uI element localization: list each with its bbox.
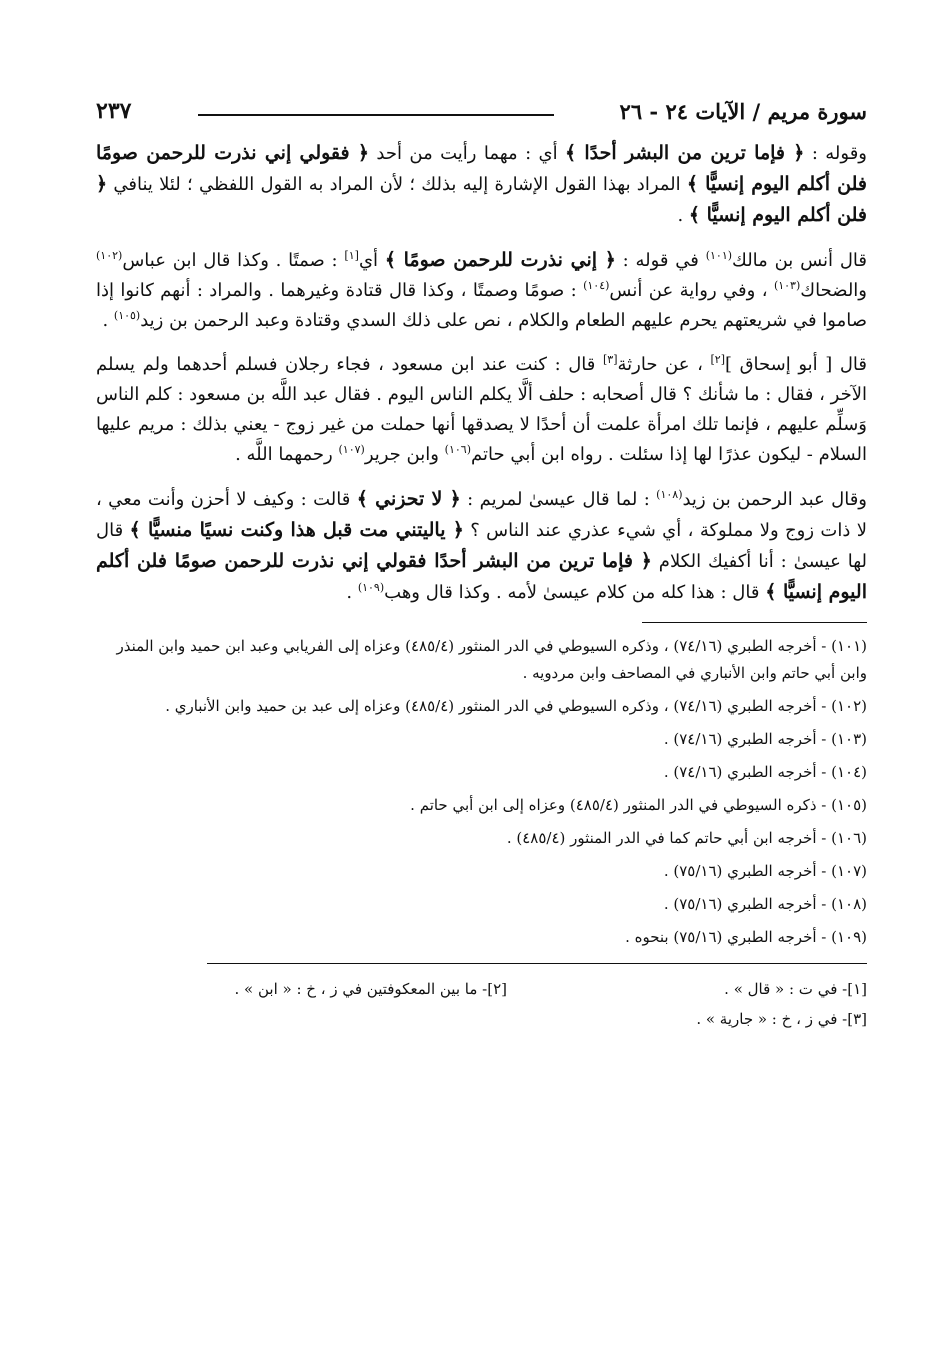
footnote-number: (١٠٧) xyxy=(831,862,867,880)
text-run: : صومًا وصمتًا ، وكذا قال قتادة وغيرهما . والمراد : أنهم كانوا إذا صاموا في شريعتهم يحرم عليهم الطعام والكلام ، نص على ذلك السدي وقتادة وعبد الرحمن بن زيد xyxy=(96,280,867,331)
text-run: في قوله : xyxy=(615,250,706,271)
footnote-rule xyxy=(642,622,867,623)
footnote-text: - أخرجه ابن أبي حاتم كما في الدر المنثور (٤٨٥/٤) . xyxy=(506,829,832,847)
note-reference: (١٠٣) xyxy=(773,279,801,292)
quran-verse: ﴿ فإما ترين من البشر أحدًا فقولي إني نذرت للرحمن صومًا فلن أكلم اليوم إنسيًّا ﴾ xyxy=(96,550,867,603)
text-run: وقوله : xyxy=(804,143,867,164)
editor-note-number: [١] xyxy=(847,980,867,998)
editor-notes-rule xyxy=(207,963,867,964)
footnote-number: (١٠٦) xyxy=(831,829,867,847)
note-reference: (١٠٧) xyxy=(338,443,365,456)
body-paragraph xyxy=(96,350,867,470)
footnote-number: (١٠٢) xyxy=(831,697,867,715)
quran-verse: ﴿ فقولي إني نذرت للرحمن صومًا فلن أكلم اليوم إنسيًّا ﴾ xyxy=(96,142,868,195)
quran-verse: ﴿ لا تحزني ﴾ xyxy=(356,488,461,510)
footnote xyxy=(96,924,867,951)
text-run: : صمتًا . وكذا قال ابن عباس xyxy=(122,250,345,271)
footnote-text: - أخرجه الطبري (٧٤/١٦) . xyxy=(663,730,832,748)
text-run: . xyxy=(677,205,689,226)
note-reference: (١٠٩) xyxy=(357,581,385,594)
body-paragraph xyxy=(96,138,867,231)
note-reference: [١] xyxy=(344,249,359,262)
footnote-number: (١٠٤) xyxy=(831,763,867,781)
editor-note xyxy=(696,1004,867,1034)
text-run: قال : كنت عند ابن مسعود ، فجاء رجلان فسلم أحدهما ولم يسلم الآخر ، فقال : ما شأنك ؟ قال أصحابه : حلف ألَّا يكلم الناس اليوم . فقال عبد اللَّه بن مسعود : كلم الناس وَسلِّم عليهم ، فإنما تلك امرأة علمت أن أحدًا لا يصدقها أنها حملت من غير زوج - يعني بذلك : مريم عليها السلام - ليكون عذرًا لها إذا سئلت . رواه ابن أبي حاتم xyxy=(96,354,867,465)
note-reference: (١٠٦) xyxy=(444,443,471,456)
text-run: أي : مهما رأيت من أحد xyxy=(369,143,565,164)
text-run: قال [ أبو إسحاق ] xyxy=(724,354,867,375)
text-run: المراد بهذا القول الإشارة إليه بذلك ؛ لأن المراد به القول اللفظي ؛ لئلا ينافي xyxy=(107,174,687,195)
quran-verse: ﴿ فإما ترين من البشر أحدًا ﴾ xyxy=(565,142,805,164)
footnotes xyxy=(96,633,867,951)
quran-verse: ﴿ ياليتني مت قبل هذا وكنت نسيًا منسيًّا ﴾ xyxy=(129,519,464,541)
footnote-number: (١٠٥) xyxy=(831,796,867,814)
editor-note-number: [٢] xyxy=(487,980,507,998)
footnote xyxy=(96,825,867,852)
text-run: قال أنس بن مالك xyxy=(732,250,867,271)
page-header xyxy=(96,88,867,124)
note-reference: (١٠٥) xyxy=(113,309,141,322)
body-paragraph xyxy=(96,484,867,608)
text-run: وقال عبد الرحمن بن زيد xyxy=(682,489,867,510)
quran-verse: ﴿ فلن أكلم اليوم إنسيًّا ﴾ xyxy=(96,173,867,226)
note-reference: [٢] xyxy=(710,353,725,366)
text-run: قالت : وكيف لا أحزن وأنت معي ، لا ذات زوج ولا مملوكة ، أي شيء عذري عند الناس ؟ xyxy=(96,489,868,541)
footnote xyxy=(96,891,867,918)
editor-notes xyxy=(96,974,867,1034)
footnote-text: - أخرجه الطبري (٧٤/١٦) ، وذكره السيوطي في الدر المنثور (٤٨٥/٤) وعزاه إلى الفريابي وعبد ابن حميد وابن المنذر وابن أبي حاتم وابن الأنباري في المصاحف وابن مردويه . xyxy=(116,637,867,682)
quran-verse: ﴿ إني نذرت للرحمن صومًا ﴾ xyxy=(384,249,616,271)
note-reference: [٣] xyxy=(602,353,618,366)
header-rule xyxy=(198,114,554,116)
text-run: وابن جرير xyxy=(364,444,445,465)
body-text xyxy=(96,138,867,608)
footnote xyxy=(96,633,867,687)
note-reference: (١٠٤) xyxy=(583,279,610,292)
footnote xyxy=(96,693,867,720)
text-run: : لما قال عيسىٰ لمريم : xyxy=(460,489,657,510)
footnote xyxy=(96,792,867,819)
footnote-text: - أخرجه الطبري (٧٥/١٦) . xyxy=(663,862,832,880)
editor-note-text: - في ت : « قال » . xyxy=(724,980,848,998)
text-run: ، عن حارثة xyxy=(617,354,711,375)
footnote-text: - أخرجه الطبري (٧٥/١٦) بنحوه . xyxy=(625,928,832,946)
footnote-text: - أخرجه الطبري (٧٤/١٦) . xyxy=(663,763,832,781)
text-run: أي xyxy=(358,250,385,271)
text-run: والضحاك xyxy=(800,280,867,301)
footnote xyxy=(96,759,867,786)
text-run: قال لها عيسىٰ : أنا أكفيك الكلام xyxy=(96,520,867,572)
surah-title: سورة مريم / الآيات ٢٤ - ٢٦ xyxy=(619,99,867,124)
footnote-number: (١٠١) xyxy=(831,637,867,655)
text-run: رحمهما اللَّه . xyxy=(235,444,339,465)
note-reference: (١٠١) xyxy=(705,249,733,262)
text-run: ، وفي رواية عن أنس xyxy=(609,280,774,301)
page-number: ٢٣٧ xyxy=(96,98,132,124)
note-reference: (١٠٢) xyxy=(96,249,123,262)
editor-note-number: [٣] xyxy=(847,1010,867,1028)
text-run: . xyxy=(102,310,114,331)
text-run: قال : هذا كله من كلام عيسىٰ لأمه . وكذا قال وهب xyxy=(384,582,766,603)
footnote-number: (١٠٩) xyxy=(831,928,867,946)
text-run: . xyxy=(346,582,358,603)
editor-note xyxy=(235,974,508,1004)
footnote-text: - ذكره السيوطي في الدر المنثور (٤٨٥/٤) وعزاه إلى ابن أبي حاتم . xyxy=(410,796,832,814)
footnote xyxy=(96,726,867,753)
footnote-text: - أخرجه الطبري (٧٤/١٦) ، وذكره السيوطي في الدر المنثور (٤٨٥/٤) وعزاه إلى عبد بن حميد وابن الأنباري . xyxy=(165,697,832,715)
note-reference: (١٠٨) xyxy=(656,488,683,501)
editor-note-text: - ما بين المعكوفتين في ز ، خ : « ابن » . xyxy=(234,980,488,998)
editor-note xyxy=(507,974,867,1004)
editor-note-text: - في ز ، خ : « جارية » . xyxy=(696,1010,848,1028)
footnote-number: (١٠٨) xyxy=(831,895,867,913)
footnote-number: (١٠٣) xyxy=(831,730,867,748)
footnote-text: - أخرجه الطبري (٧٥/١٦) . xyxy=(663,895,832,913)
body-paragraph xyxy=(96,245,867,336)
footnote xyxy=(96,858,867,885)
